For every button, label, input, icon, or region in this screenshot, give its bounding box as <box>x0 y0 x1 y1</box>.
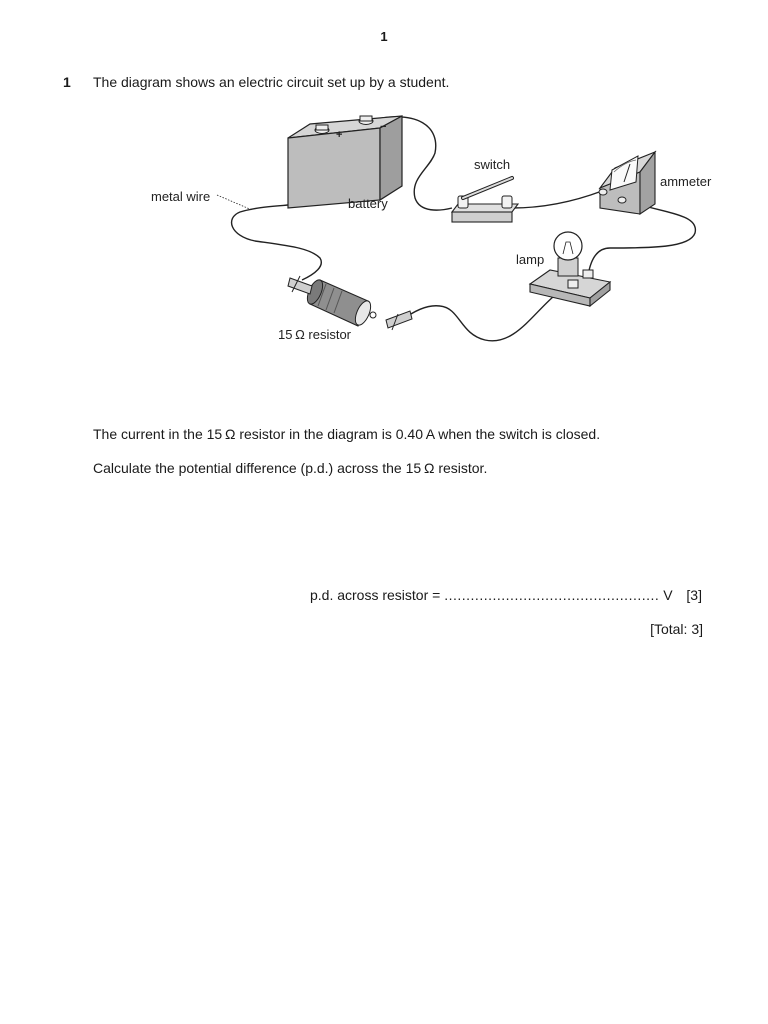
answer-unit: V <box>663 587 673 603</box>
battery-positive-mark: + <box>336 129 343 141</box>
label-switch: switch <box>474 157 511 172</box>
wire-switch-to-ammeter <box>512 191 602 208</box>
answer-dots[interactable]: ................................................. <box>444 587 660 603</box>
label-lamp: lamp <box>516 252 545 267</box>
metal-wire-leader <box>217 195 252 210</box>
label-ammeter: ammeter <box>660 174 712 189</box>
battery-icon <box>288 116 402 208</box>
circuit-diagram <box>140 108 730 368</box>
label-metal-wire: metal wire <box>151 189 211 204</box>
resistor-icon <box>304 278 376 328</box>
answer-line <box>310 587 702 603</box>
question-number: 1 <box>63 74 71 90</box>
lamp-icon <box>530 232 610 306</box>
right-clip-icon <box>386 311 412 330</box>
label-battery: battery <box>348 196 388 211</box>
switch-icon <box>452 178 518 222</box>
question-intro: The diagram shows an electric circuit set up by a student. <box>93 74 450 90</box>
calculation-instruction: Calculate the potential difference (p.d.) across the 15 Ω resistor. <box>93 460 488 476</box>
current-statement: The current in the 15 Ω resistor in the diagram is 0.40 A when the switch is closed. <box>93 426 601 442</box>
ammeter-icon <box>599 152 655 214</box>
label-resistor: 15 Ω resistor <box>278 327 352 342</box>
left-clip-icon <box>288 276 312 294</box>
answer-marks: [3] <box>686 587 702 603</box>
battery-negative-mark: − <box>380 121 387 133</box>
total-marks: [Total: 3] <box>650 621 703 637</box>
answer-label: p.d. across resistor = <box>309 587 441 603</box>
page-number: 1 <box>380 29 388 44</box>
